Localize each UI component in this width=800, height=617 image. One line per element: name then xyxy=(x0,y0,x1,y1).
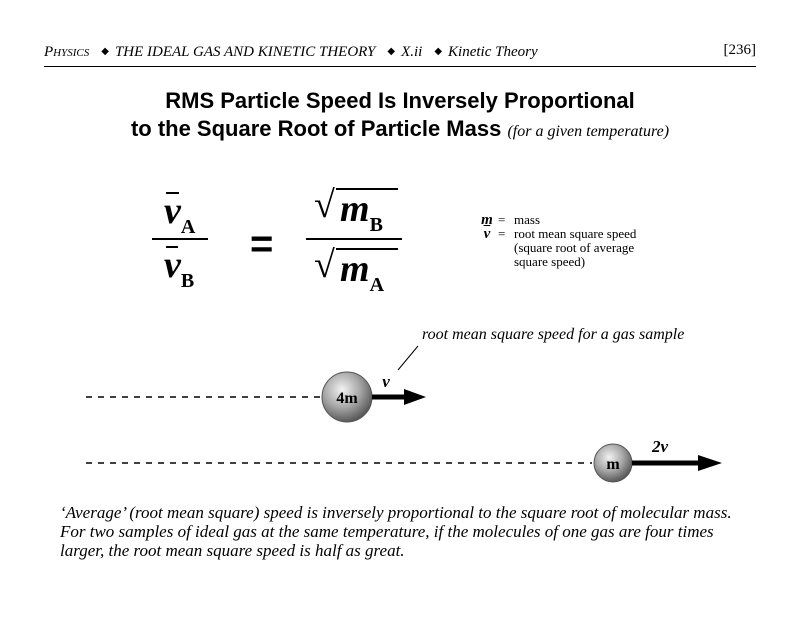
annotation-leader-line xyxy=(398,346,418,370)
particle-4m-label: 4m xyxy=(336,390,358,407)
legend-text: square speed) xyxy=(514,254,586,269)
equation-numerator-right: $m_B$ xyxy=(340,188,383,236)
topic-label: Kinetic Theory xyxy=(448,44,538,60)
equation-numerator-left: $v_A$ xyxy=(164,190,196,238)
page-number: [236] xyxy=(723,42,756,58)
velocity-arrow-head-icon xyxy=(698,455,722,471)
equals-sign: = xyxy=(250,222,274,266)
diamond-separator-icon: ◆ xyxy=(434,46,443,57)
explanatory-caption: ‘Average’ (root mean square) speed is inversely proportional to the square root of molecular mass. For two samples of ideal gas at the same temperature, if the molecules of one gas are four times larger, the root mean square speed is half as great. xyxy=(60,503,732,560)
radical-icon: √ xyxy=(314,244,335,286)
radical-icon: √ xyxy=(314,184,335,226)
legend-symbol: m xyxy=(481,212,493,228)
legend-text: (square root of average xyxy=(514,240,635,255)
chapter-label: THE IDEAL GAS AND KINETIC THEORY xyxy=(114,44,376,60)
particle-m-speed: 2v xyxy=(651,437,669,456)
legend-equals: = xyxy=(498,212,506,227)
legend-text: root mean square speed xyxy=(514,226,637,241)
legend-symbol: $\overline{v}$ xyxy=(483,226,491,242)
legend-equals: = xyxy=(498,226,506,241)
legend-text: mass xyxy=(514,212,540,227)
velocity-arrow-head-icon xyxy=(404,389,426,405)
rms-annotation: root mean square speed for a gas sample xyxy=(422,326,685,343)
particle-4m-speed: v xyxy=(382,372,390,391)
subject-label: Physics xyxy=(44,44,90,60)
diamond-separator-icon: ◆ xyxy=(101,46,109,57)
equation-denominator-left: $v_B$ xyxy=(164,244,195,292)
page-subtitle: (for a given temperature) xyxy=(507,123,670,140)
diamond-separator-icon: ◆ xyxy=(387,46,396,57)
section-label: X.ii xyxy=(401,44,423,60)
page-title-line-1: RMS Particle Speed Is Inversely Proportional xyxy=(165,88,635,113)
particle-m-label: m xyxy=(606,456,620,473)
page-title-line-2-text: to the Square Root of Particle Mass xyxy=(130,116,502,141)
equation-denominator-right: $m_A$ xyxy=(340,248,385,296)
